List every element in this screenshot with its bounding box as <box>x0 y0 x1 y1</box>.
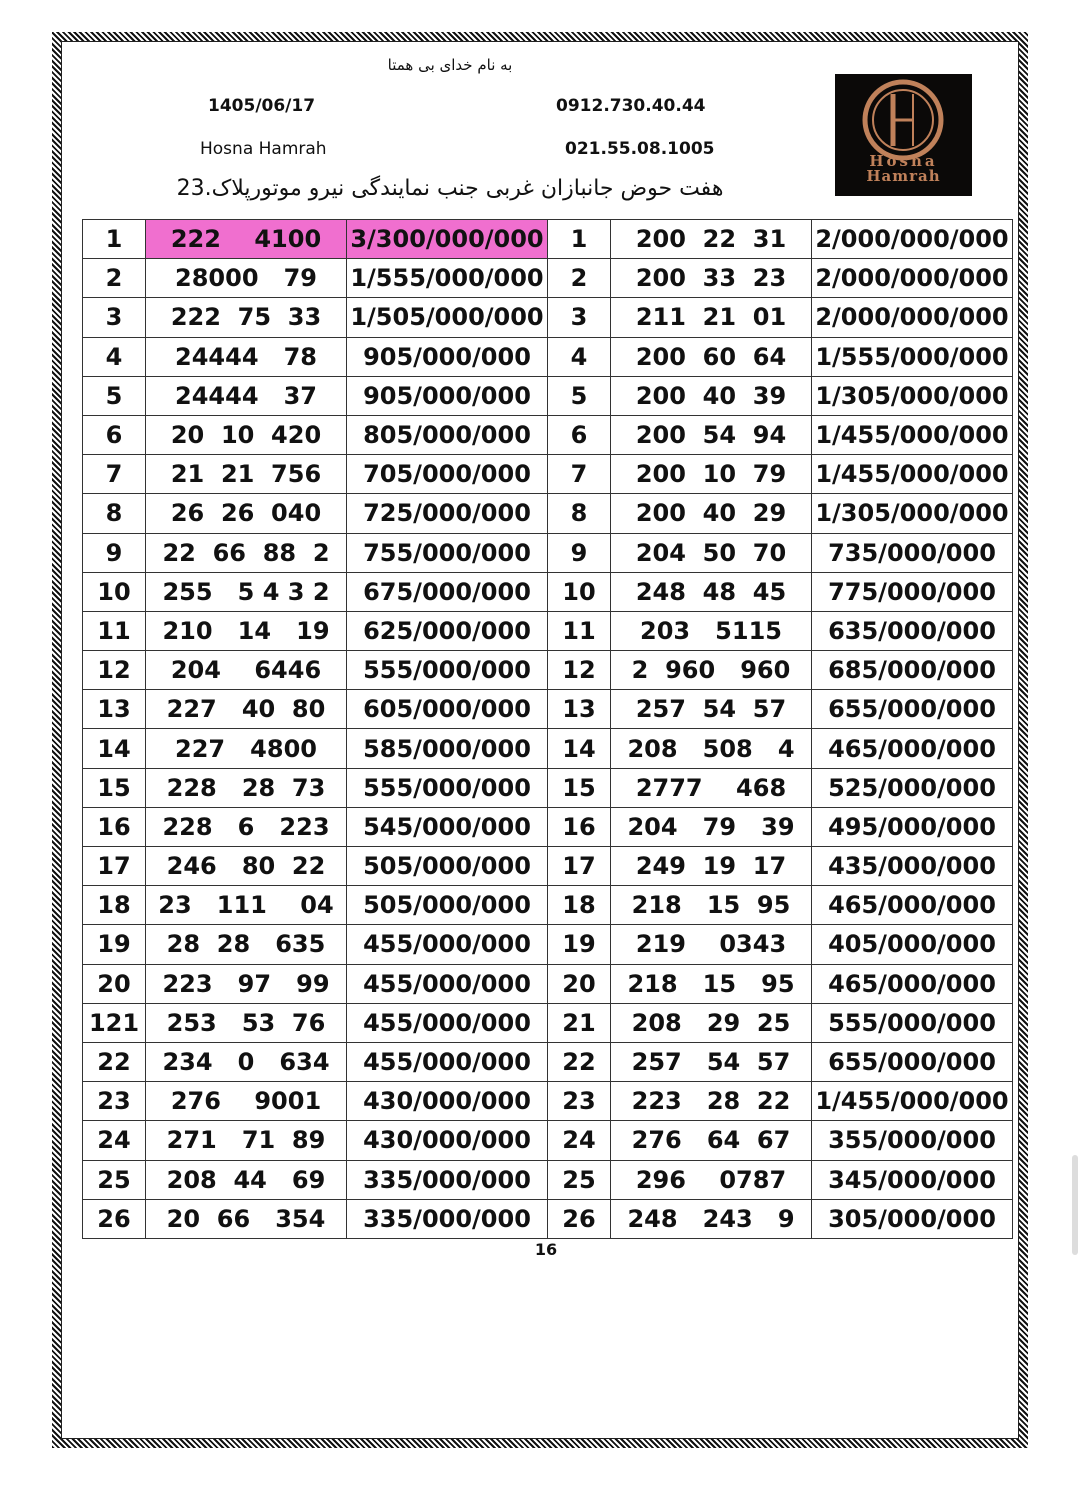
plate-number-left: 21 21 756 <box>146 455 347 494</box>
price-right: 465/000/000 <box>812 729 1013 768</box>
price-right: 1/455/000/000 <box>812 1082 1013 1121</box>
plate-number-left: 228 28 73 <box>146 768 347 807</box>
table-row <box>83 1121 1013 1160</box>
office-phone: 021.55.08.1005 <box>565 139 715 159</box>
row-number-left: 17 <box>83 847 146 886</box>
row-number-left: 121 <box>83 1003 146 1042</box>
document-date: 1405/06/17 <box>208 96 316 116</box>
price-right: 305/000/000 <box>812 1199 1013 1238</box>
table-row <box>83 1199 1013 1238</box>
row-number-right: 8 <box>548 494 611 533</box>
price-right: 435/000/000 <box>812 847 1013 886</box>
plate-number-left: 20 66 354 <box>146 1199 347 1238</box>
price-left: 545/000/000 <box>347 807 548 846</box>
plate-number-left: 20 10 420 <box>146 415 347 454</box>
row-number-right: 10 <box>548 572 611 611</box>
price-right: 635/000/000 <box>812 611 1013 650</box>
plate-number-right: 257 54 57 <box>611 690 812 729</box>
plate-number-right: 218 15 95 <box>611 886 812 925</box>
price-left: 555/000/000 <box>347 768 548 807</box>
price-right: 555/000/000 <box>812 1003 1013 1042</box>
row-number-left: 24 <box>83 1121 146 1160</box>
price-right: 1/455/000/000 <box>812 415 1013 454</box>
price-right: 465/000/000 <box>812 964 1013 1003</box>
plate-number-right: 218 15 95 <box>611 964 812 1003</box>
row-number-right: 11 <box>548 611 611 650</box>
price-left: 705/000/000 <box>347 455 548 494</box>
row-number-left: 12 <box>83 651 146 690</box>
row-number-right: 5 <box>548 376 611 415</box>
plate-number-left: 208 44 69 <box>146 1160 347 1199</box>
table-row <box>83 611 1013 650</box>
row-number-right: 3 <box>548 298 611 337</box>
plate-number-right: 248 48 45 <box>611 572 812 611</box>
row-number-right: 17 <box>548 847 611 886</box>
row-number-left: 4 <box>83 337 146 376</box>
agent-name: Hosna Hamrah <box>200 139 327 159</box>
row-number-right: 16 <box>548 807 611 846</box>
price-right: 735/000/000 <box>812 533 1013 572</box>
plate-number-right: 219 0343 <box>611 925 812 964</box>
plate-number-left: 222 75 33 <box>146 298 347 337</box>
price-left: 505/000/000 <box>347 847 548 886</box>
plate-number-right: 204 79 39 <box>611 807 812 846</box>
table-row <box>83 1082 1013 1121</box>
price-right: 775/000/000 <box>812 572 1013 611</box>
row-number-right: 22 <box>548 1042 611 1081</box>
table-row <box>83 298 1013 337</box>
plate-number-right: 203 5115 <box>611 611 812 650</box>
plate-number-left: 227 4800 <box>146 729 347 768</box>
table-row <box>83 415 1013 454</box>
bismillah-header: به نام خدای بی همتا <box>387 56 513 74</box>
plate-number-left: 246 80 22 <box>146 847 347 886</box>
plate-number-left: 271 71 89 <box>146 1121 347 1160</box>
table-row <box>83 847 1013 886</box>
plate-number-left: 253 53 76 <box>146 1003 347 1042</box>
plate-number-right: 200 54 94 <box>611 415 812 454</box>
plate-number-left: 23 111 04 <box>146 886 347 925</box>
table-row <box>83 964 1013 1003</box>
row-number-right: 23 <box>548 1082 611 1121</box>
plate-number-left: 227 40 80 <box>146 690 347 729</box>
price-left: 725/000/000 <box>347 494 548 533</box>
row-number-left: 13 <box>83 690 146 729</box>
plate-number-right: 200 60 64 <box>611 337 812 376</box>
table-row <box>83 690 1013 729</box>
price-left: 430/000/000 <box>347 1121 548 1160</box>
plate-number-right: 200 33 23 <box>611 259 812 298</box>
logo-text-line2: Hamrah <box>866 167 941 185</box>
row-number-left: 1 <box>83 220 146 259</box>
row-number-left: 23 <box>83 1082 146 1121</box>
row-number-left: 10 <box>83 572 146 611</box>
row-number-right: 1 <box>548 220 611 259</box>
table-row <box>83 572 1013 611</box>
page-number: 16 <box>534 1240 558 1259</box>
price-right: 1/305/000/000 <box>812 376 1013 415</box>
hosna-hamrah-logo <box>835 74 972 196</box>
price-left: 3/300/000/000 <box>347 220 548 259</box>
table-row <box>83 925 1013 964</box>
row-number-right: 7 <box>548 455 611 494</box>
price-right: 345/000/000 <box>812 1160 1013 1199</box>
price-left: 675/000/000 <box>347 572 548 611</box>
plate-number-left: 28000 79 <box>146 259 347 298</box>
row-number-left: 14 <box>83 729 146 768</box>
plate-number-right: 208 29 25 <box>611 1003 812 1042</box>
row-number-left: 3 <box>83 298 146 337</box>
price-left: 335/000/000 <box>347 1199 548 1238</box>
plates-table-body <box>83 220 1013 1239</box>
plate-number-right: 211 21 01 <box>611 298 812 337</box>
row-number-left: 8 <box>83 494 146 533</box>
row-number-left: 20 <box>83 964 146 1003</box>
row-number-right: 25 <box>548 1160 611 1199</box>
price-left: 805/000/000 <box>347 415 548 454</box>
plates-price-table <box>82 219 1013 1239</box>
row-number-left: 9 <box>83 533 146 572</box>
price-left: 755/000/000 <box>347 533 548 572</box>
plate-number-right: 200 10 79 <box>611 455 812 494</box>
price-left: 455/000/000 <box>347 1003 548 1042</box>
plate-number-right: 200 40 39 <box>611 376 812 415</box>
plate-number-right: 2 960 960 <box>611 651 812 690</box>
row-number-right: 24 <box>548 1121 611 1160</box>
row-number-right: 4 <box>548 337 611 376</box>
table-row <box>83 376 1013 415</box>
plate-number-right: 257 54 57 <box>611 1042 812 1081</box>
price-right: 685/000/000 <box>812 651 1013 690</box>
row-number-right: 9 <box>548 533 611 572</box>
table-row <box>83 807 1013 846</box>
plate-number-right: 204 50 70 <box>611 533 812 572</box>
price-left: 1/555/000/000 <box>347 259 548 298</box>
plate-number-left: 24444 37 <box>146 376 347 415</box>
row-number-right: 18 <box>548 886 611 925</box>
plate-number-left: 228 6 223 <box>146 807 347 846</box>
plate-number-left: 255 5 4 3 2 <box>146 572 347 611</box>
plate-number-right: 248 243 9 <box>611 1199 812 1238</box>
row-number-left: 25 <box>83 1160 146 1199</box>
price-left: 455/000/000 <box>347 1042 548 1081</box>
price-left: 605/000/000 <box>347 690 548 729</box>
plate-number-left: 26 26 040 <box>146 494 347 533</box>
row-number-left: 22 <box>83 1042 146 1081</box>
price-right: 655/000/000 <box>812 690 1013 729</box>
price-right: 1/455/000/000 <box>812 455 1013 494</box>
scrollbar-thumb[interactable] <box>1072 1155 1078 1255</box>
row-number-left: 5 <box>83 376 146 415</box>
table-row <box>83 220 1013 259</box>
plate-number-left: 276 9001 <box>146 1082 347 1121</box>
plate-number-right: 200 22 31 <box>611 220 812 259</box>
plate-number-left: 28 28 635 <box>146 925 347 964</box>
row-number-right: 13 <box>548 690 611 729</box>
table-row <box>83 494 1013 533</box>
price-left: 585/000/000 <box>347 729 548 768</box>
plate-number-left: 204 6446 <box>146 651 347 690</box>
row-number-left: 26 <box>83 1199 146 1238</box>
table-row <box>83 1042 1013 1081</box>
plate-number-left: 24444 78 <box>146 337 347 376</box>
row-number-left: 16 <box>83 807 146 846</box>
price-right: 465/000/000 <box>812 886 1013 925</box>
row-number-left: 6 <box>83 415 146 454</box>
price-left: 555/000/000 <box>347 651 548 690</box>
table-row <box>83 1003 1013 1042</box>
location-subtitle: هفت حوض جانبازان غربی جنب نمایندگی نیرو موتورپلاک.23 <box>176 176 724 201</box>
row-number-left: 11 <box>83 611 146 650</box>
plate-number-left: 234 0 634 <box>146 1042 347 1081</box>
row-number-left: 2 <box>83 259 146 298</box>
price-right: 1/555/000/000 <box>812 337 1013 376</box>
table-row <box>83 651 1013 690</box>
price-right: 2/000/000/000 <box>812 298 1013 337</box>
price-left: 455/000/000 <box>347 925 548 964</box>
row-number-right: 21 <box>548 1003 611 1042</box>
table-row <box>83 1160 1013 1199</box>
plate-number-right: 276 64 67 <box>611 1121 812 1160</box>
price-left: 430/000/000 <box>347 1082 548 1121</box>
price-right: 1/305/000/000 <box>812 494 1013 533</box>
plate-number-right: 208 508 4 <box>611 729 812 768</box>
price-left: 455/000/000 <box>347 964 548 1003</box>
table-row <box>83 729 1013 768</box>
row-number-left: 7 <box>83 455 146 494</box>
table-row <box>83 455 1013 494</box>
price-right: 655/000/000 <box>812 1042 1013 1081</box>
row-number-right: 15 <box>548 768 611 807</box>
table-row <box>83 337 1013 376</box>
price-right: 2/000/000/000 <box>812 259 1013 298</box>
price-right: 405/000/000 <box>812 925 1013 964</box>
price-left: 505/000/000 <box>347 886 548 925</box>
row-number-right: 2 <box>548 259 611 298</box>
plate-number-left: 210 14 19 <box>146 611 347 650</box>
mobile-phone: 0912.730.40.44 <box>556 96 706 116</box>
price-left: 905/000/000 <box>347 337 548 376</box>
price-left: 625/000/000 <box>347 611 548 650</box>
row-number-right: 26 <box>548 1199 611 1238</box>
price-left: 1/505/000/000 <box>347 298 548 337</box>
plate-number-right: 223 28 22 <box>611 1082 812 1121</box>
price-left: 335/000/000 <box>347 1160 548 1199</box>
table-row <box>83 533 1013 572</box>
plate-number-left: 22 66 88 2 <box>146 533 347 572</box>
plate-number-right: 249 19 17 <box>611 847 812 886</box>
row-number-left: 15 <box>83 768 146 807</box>
row-number-left: 18 <box>83 886 146 925</box>
table-row <box>83 886 1013 925</box>
row-number-right: 14 <box>548 729 611 768</box>
logo-text-line1: Hosna <box>869 152 938 170</box>
plate-number-left: 223 97 99 <box>146 964 347 1003</box>
price-right: 525/000/000 <box>812 768 1013 807</box>
row-number-right: 12 <box>548 651 611 690</box>
price-left: 905/000/000 <box>347 376 548 415</box>
price-right: 355/000/000 <box>812 1121 1013 1160</box>
plate-number-right: 200 40 29 <box>611 494 812 533</box>
plate-number-right: 2777 468 <box>611 768 812 807</box>
plate-number-right: 296 0787 <box>611 1160 812 1199</box>
price-right: 2/000/000/000 <box>812 220 1013 259</box>
table-row <box>83 768 1013 807</box>
row-number-right: 6 <box>548 415 611 454</box>
row-number-left: 19 <box>83 925 146 964</box>
table-row <box>83 259 1013 298</box>
row-number-right: 20 <box>548 964 611 1003</box>
row-number-right: 19 <box>548 925 611 964</box>
price-right: 495/000/000 <box>812 807 1013 846</box>
plate-number-left: 222 4100 <box>146 220 347 259</box>
